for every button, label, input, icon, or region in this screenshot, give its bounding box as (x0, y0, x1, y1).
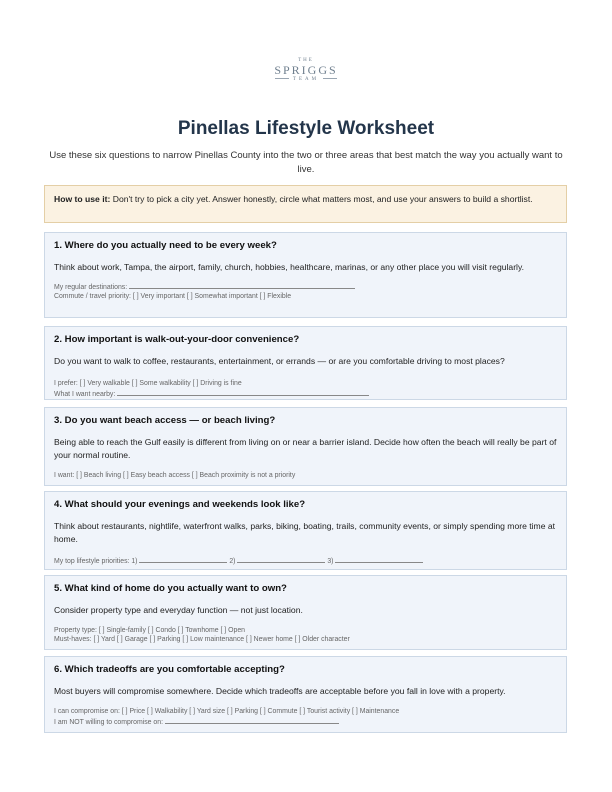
field-label: I prefer: [ ] Very walkable [ ] Some walkability [ ] Driving is fine (54, 380, 242, 387)
question-fields (54, 707, 557, 727)
question-fields (54, 471, 557, 480)
answer-line[interactable] (117, 388, 369, 396)
question-heading: 5. What kind of home do you actually want to own? (54, 583, 287, 594)
question-fields (54, 281, 557, 301)
answer-line[interactable] (165, 716, 339, 724)
question-card-2 (44, 326, 567, 400)
question-body: Most buyers will compromise somewhere. Decide which tradeoffs are acceptable before you fall in love with a property. (54, 686, 506, 696)
logo-name: SPRIGGS (274, 63, 338, 77)
answer-line[interactable] (237, 555, 325, 563)
answer-line[interactable] (139, 555, 227, 563)
field-label: Must-haves: [ ] Yard [ ] Garage [ ] Parking [ ] Low maintenance [ ] Newer home [ ] Older character (54, 636, 350, 643)
question-body: Think about work, Tampa, the airport, family, church, hobbies, healthcare, marinas, or any other place you will visit regularly. (54, 262, 525, 272)
field-label: 3) (327, 558, 334, 565)
field-label: What I want nearby: (54, 391, 116, 398)
question-card-5 (44, 575, 567, 650)
field-label: Property type: [ ] Single-family [ ] Condo [ ] Townhome [ ] Open (54, 627, 245, 634)
page-subtitle: Use these six questions to narrow Pinellas County into the two or three areas that best match the way you actually want to live. (49, 150, 563, 175)
question-heading: 1. Where do you actually need to be every week? (54, 240, 277, 251)
question-heading: 6. Which tradeoffs are you comfortable accepting? (54, 664, 285, 675)
question-body: Being able to reach the Gulf easily is different from living on or near a barrier island. Decide how often the beach will really be part of your normal routine. (54, 437, 557, 460)
question-heading: 4. What should your evenings and weekends look like? (54, 499, 306, 510)
question-fields (54, 379, 557, 399)
field-label: Commute / travel priority: [ ] Very important [ ] Somewhat important [ ] Flexible (54, 293, 292, 300)
page-title: Pinellas Lifestyle Worksheet (177, 118, 435, 139)
question-card-4 (44, 491, 567, 570)
team-logo (0, 58, 612, 82)
answer-line[interactable] (129, 281, 355, 289)
logo-the: THE (298, 58, 314, 63)
question-fields (54, 555, 557, 566)
callout-label: How to use it: (54, 194, 111, 204)
callout-text: Don't try to pick a city yet. Answer honestly, circle what matters most, and use your answers to build a shortlist. (110, 194, 533, 204)
field-label: My top lifestyle priorities: 1) (54, 558, 138, 565)
how-to-use-callout (44, 185, 567, 223)
question-fields (54, 626, 557, 644)
question-card-6 (44, 656, 567, 733)
field-label: 2) (229, 558, 236, 565)
question-card-3 (44, 407, 567, 486)
answer-line[interactable] (335, 555, 423, 563)
question-heading: 3. Do you want beach access — or beach living? (54, 415, 276, 426)
field-label: I want: [ ] Beach living [ ] Easy beach access [ ] Beach proximity is not a priority (54, 472, 296, 479)
question-body: Think about restaurants, nightlife, waterfront walks, parks, biking, boating, trails, community events, or simply spending more time at home. (54, 521, 556, 544)
question-card-1 (44, 232, 567, 318)
field-label: I am NOT willing to compromise on: (54, 719, 164, 726)
question-body: Do you want to walk to coffee, restaurants, entertainment, or errands — or are you comfortable driving to most places? (54, 356, 505, 366)
question-body: Consider property type and everyday function — not just location. (54, 605, 303, 615)
field-label: My regular destinations: (54, 284, 128, 291)
field-label: I can compromise on: [ ] Price [ ] Walkability [ ] Yard size [ ] Parking [ ] Commute [ ] Tourist activity [ ] Maintenance (54, 708, 400, 715)
logo-team: TEAM (292, 77, 320, 82)
question-heading: 2. How important is walk-out-your-door convenience? (54, 334, 300, 345)
